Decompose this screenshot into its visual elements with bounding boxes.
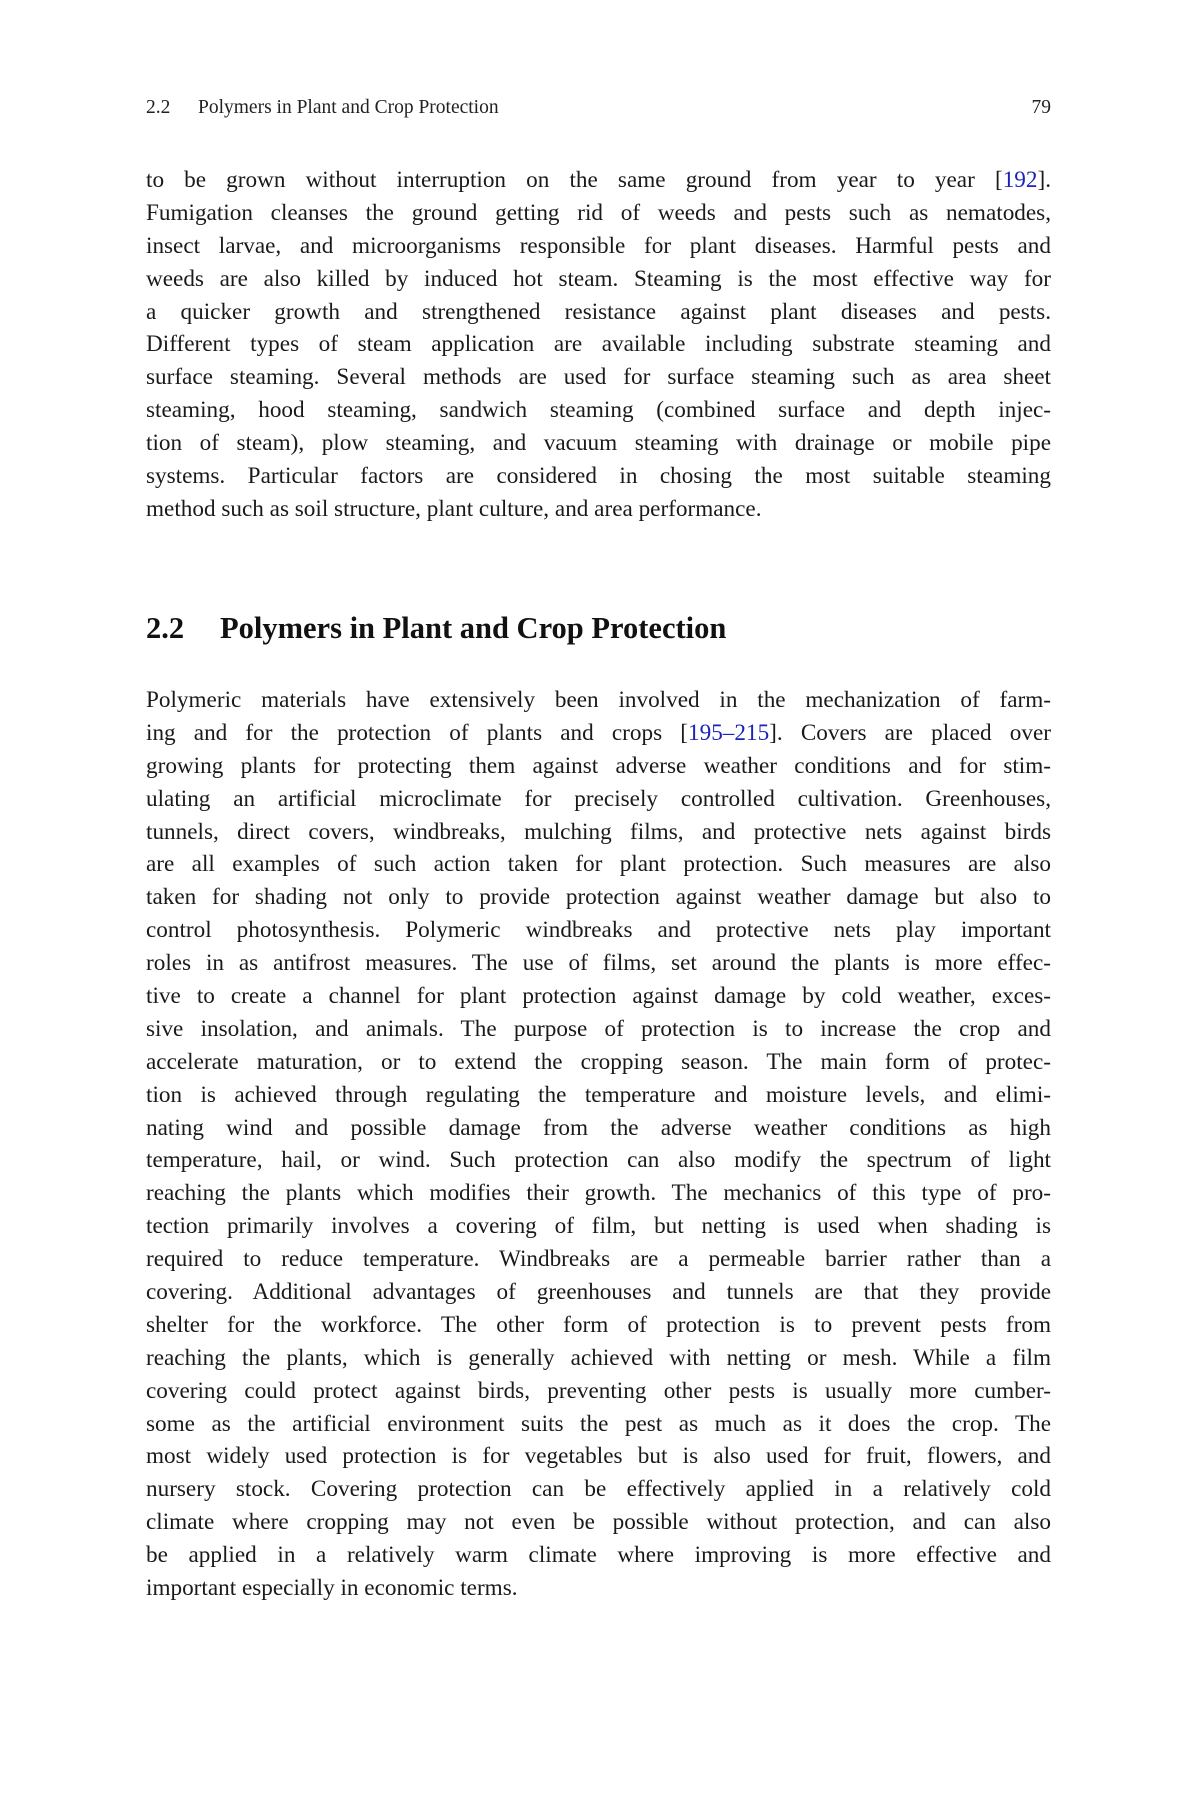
page-number: 79	[1031, 97, 1051, 118]
text-line: nursery stock. Covering protection can be effectively applied in a relatively cold	[146, 1476, 1051, 1503]
text-line: required to reduce temperature. Windbreaks are a permeable barrier rather than a	[146, 1246, 1051, 1273]
running-head	[146, 96, 1051, 120]
citation-link[interactable]: 195–215	[688, 719, 770, 746]
text-line: be applied in a relatively warm climate where improving is more effective and	[146, 1542, 1051, 1569]
text-line: accelerate maturation, or to extend the cropping season. The main form of protec-	[146, 1048, 1051, 1075]
text-line: sive insolation, and animals. The purpose of protection is to increase the crop and	[146, 1015, 1051, 1042]
text-line	[146, 717, 1051, 750]
text-line	[146, 164, 1051, 197]
text-line: reaching the plants, which is generally achieved with netting or mesh. While a film	[146, 1344, 1051, 1371]
text-line: tion is achieved through regulating the temperature and moisture levels, and elimi-	[146, 1081, 1051, 1108]
section-heading	[146, 608, 726, 648]
text-line: Polymeric materials have extensively been involved in the mechanization of farm-	[146, 687, 1051, 713]
text-line: most widely used protection is for vegetables but is also used for fruit, flowers, and	[146, 1443, 1051, 1470]
text-line: tunnels, direct covers, windbreaks, mulching films, and protective nets against birds	[146, 818, 1051, 845]
text-segment: ].	[1037, 167, 1051, 193]
text-line: weeds are also killed by induced hot steam. Steaming is the most effective way for	[146, 265, 1051, 292]
text-line: Different types of steam application are available including substrate steaming and	[146, 331, 1051, 358]
text-line: are all examples of such action taken for plant protection. Such measures are also	[146, 851, 1051, 878]
text-segment: ]. Covers are placed over	[769, 719, 1051, 746]
text-line: insect larvae, and microorganisms responsible for plant diseases. Harmful pests and	[146, 232, 1051, 259]
text-line: surface steaming. Several methods are used for surface steaming such as area sheet	[146, 364, 1051, 391]
text-line: control photosynthesis. Polymeric windbreaks and protective nets play important	[146, 917, 1051, 944]
text-line: tection primarily involves a covering of film, but netting is used when shading is	[146, 1213, 1051, 1240]
text-line: covering. Additional advantages of greenhouses and tunnels are that they provide	[146, 1279, 1051, 1306]
text-line: covering could protect against birds, preventing other pests is usually more cumber-	[146, 1377, 1051, 1404]
section-title: Polymers in Plant and Crop Protection	[220, 611, 727, 645]
text-line: tion of steam), plow steaming, and vacuum steaming with drainage or mobile pipe	[146, 430, 1051, 457]
paragraph-steaming	[146, 164, 1051, 526]
text-line: reaching the plants which modifies their growth. The mechanics of this type of pro-	[146, 1180, 1051, 1207]
text-line: nating wind and possible damage from the adverse weather conditions as high	[146, 1114, 1051, 1141]
text-segment: to be grown without interruption on the same ground from year to year [	[146, 167, 1003, 193]
text-line: taken for shading not only to provide protection against weather damage but also to	[146, 884, 1051, 911]
running-head-section-title: Polymers in Plant and Crop Protection	[198, 97, 499, 118]
paragraph-polymers-protection	[146, 684, 1051, 1605]
text-line: Fumigation cleanses the ground getting rid of weeds and pests such as nematodes,	[146, 199, 1051, 226]
text-line: growing plants for protecting them against adverse weather conditions and for stim-	[146, 752, 1051, 779]
text-line: shelter for the workforce. The other form of protection is to prevent pests from	[146, 1311, 1051, 1338]
text-line: steaming, hood steaming, sandwich steaming (combined surface and depth injec-	[146, 397, 1051, 424]
text-line: tive to create a channel for plant protection against damage by cold weather, exces-	[146, 983, 1051, 1010]
text-line: important especially in economic terms.	[146, 1575, 518, 1602]
text-line: systems. Particular factors are considered in chosing the most suitable steaming	[146, 463, 1051, 490]
text-line: some as the artificial environment suits the pest as much as it does the crop. The	[146, 1410, 1051, 1437]
text-line: a quicker growth and strengthened resistance against plant diseases and pests.	[146, 298, 1051, 325]
text-line: roles in as antifrost measures. The use of films, set around the plants is more effec-	[146, 950, 1051, 977]
citation-link[interactable]: 192	[1002, 167, 1038, 193]
text-line: temperature, hail, or wind. Such protection can also modify the spectrum of light	[146, 1147, 1051, 1174]
text-line: method such as soil structure, plant culture, and area performance.	[146, 495, 762, 522]
text-segment: ing and for the protection of plants and crops [	[146, 719, 688, 746]
text-line: climate where cropping may not even be possible without protection, and can also	[146, 1509, 1051, 1536]
text-line: ulating an artificial microclimate for precisely controlled cultivation. Greenhouses,	[146, 785, 1051, 812]
section-number: 2.2	[146, 611, 185, 645]
running-head-section-number: 2.2	[146, 97, 171, 118]
